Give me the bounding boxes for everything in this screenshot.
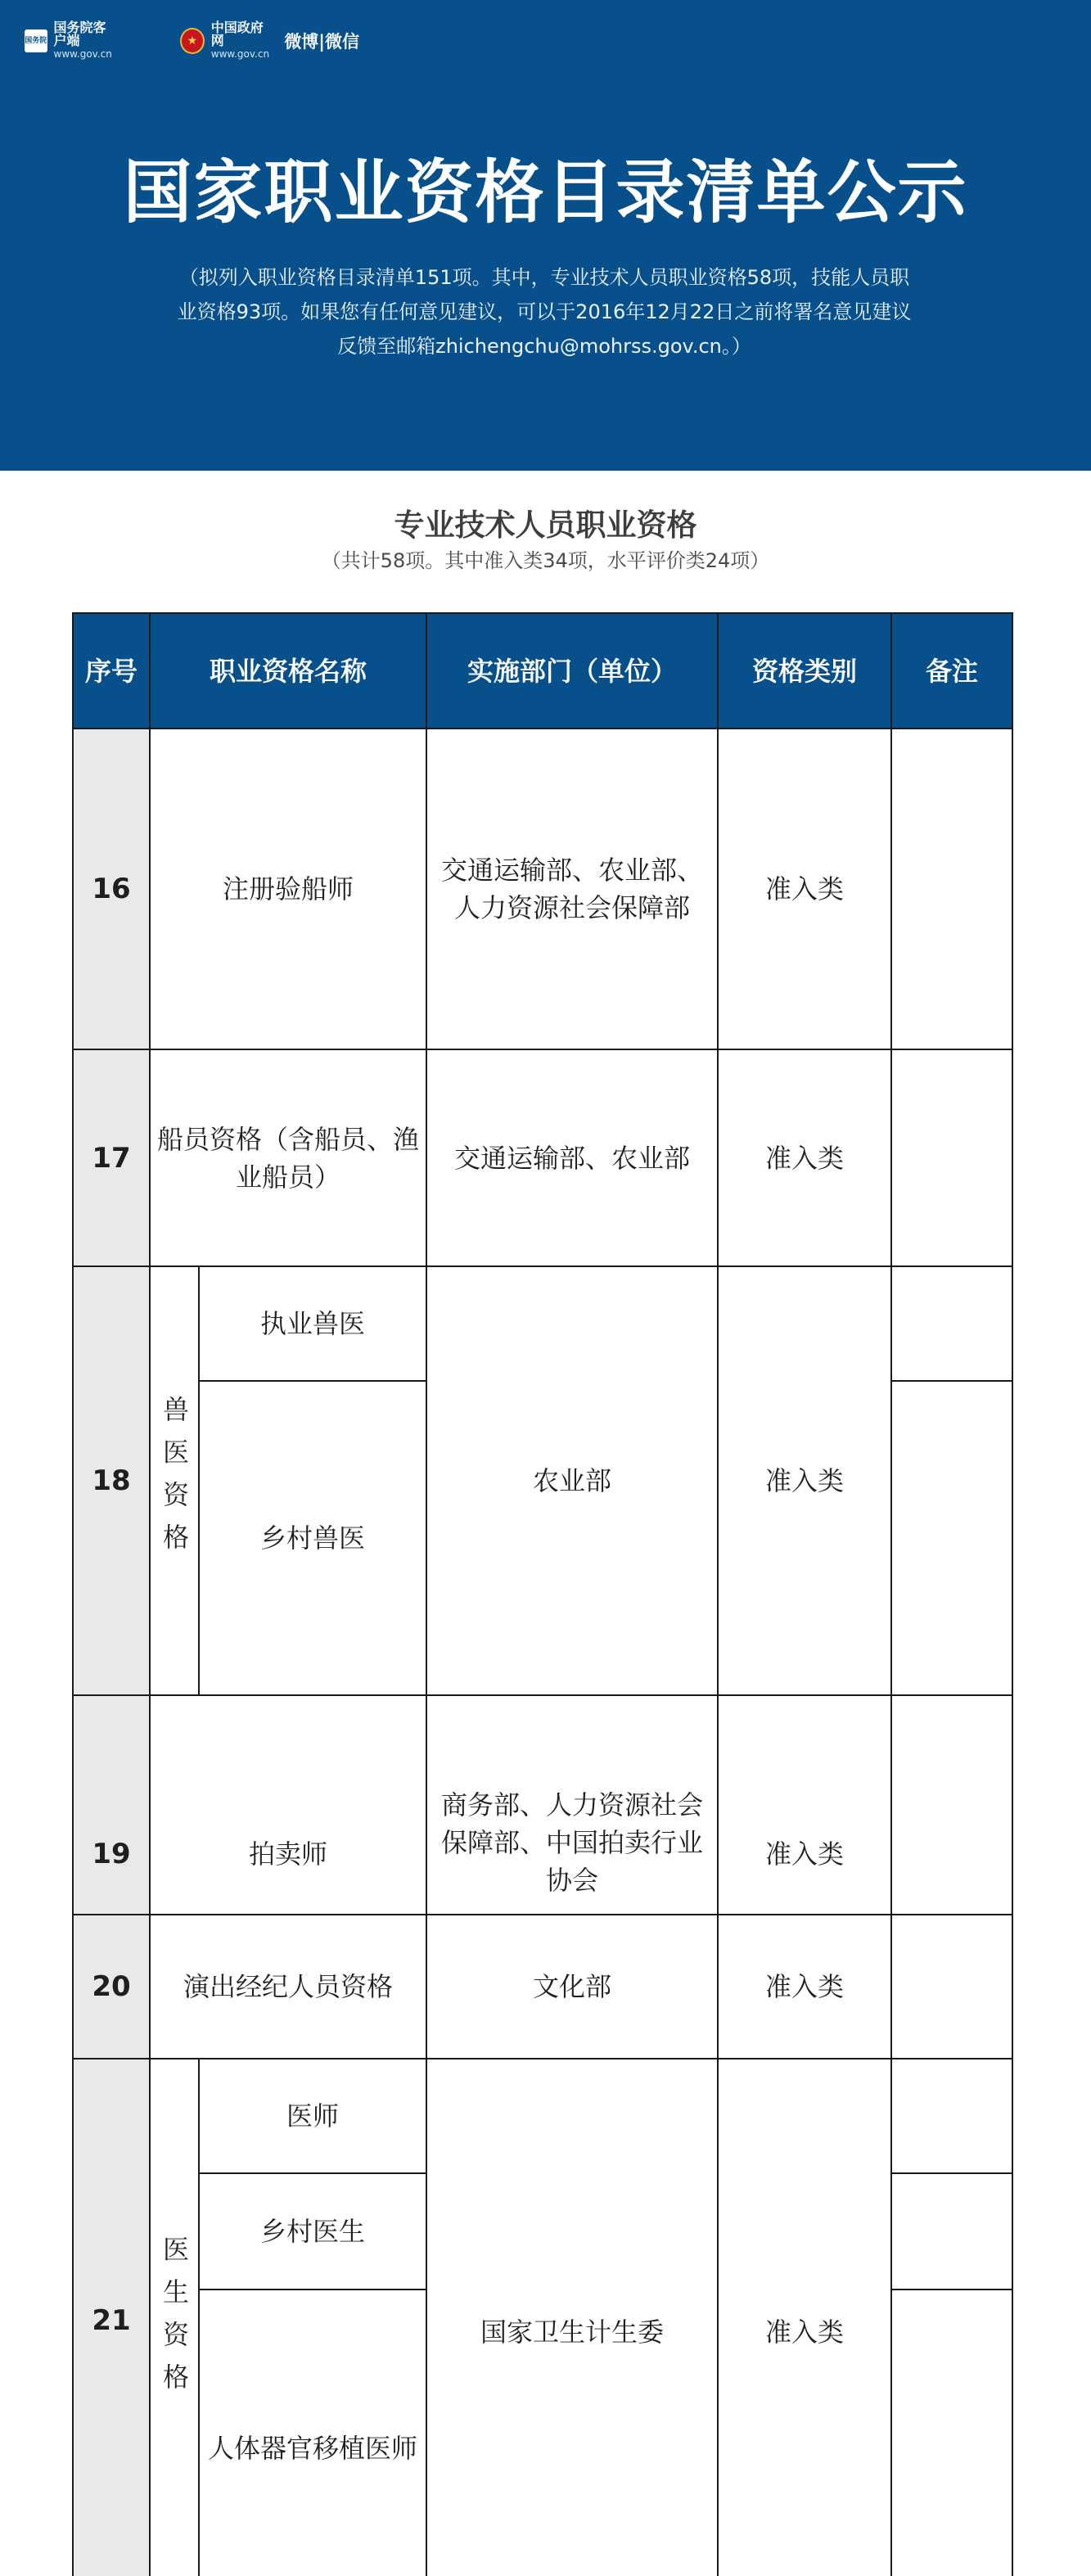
section-title: 专业技术人员职业资格 — [394, 508, 697, 543]
qualification-name: 注册验船师 — [151, 729, 427, 1050]
remark — [892, 2174, 1012, 2290]
remark — [892, 1382, 1012, 1696]
page-description: （拟列入职业资格目录清单151项。其中，专业技术人员职业资格58项，技能人员职业资格93项。如果您有任何意见建议，可以于2016年12月22日之前将署名意见建议反馈至邮箱zhichengchu@mohrss.gov.cn。） — [177, 266, 912, 358]
col-header-name: 职业资格名称 — [151, 614, 427, 729]
qualification-category: 准入类 — [719, 1915, 892, 2059]
qualification-category: 准入类 — [719, 1050, 892, 1267]
gov-cn-logo[interactable] — [180, 21, 359, 61]
state-council-icon: 国务院 — [25, 29, 47, 52]
remark — [892, 1915, 1012, 2059]
remark — [892, 1696, 1012, 1915]
sub-qualification: 乡村医生 — [200, 2174, 427, 2290]
page-title: 国家职业资格目录清单公示 — [123, 152, 968, 232]
row-number: 19 — [74, 1696, 151, 1915]
remark — [892, 2290, 1012, 2576]
sub-qualification: 执业兽医 — [200, 1267, 427, 1382]
logo2-name: 中国政府网 — [210, 20, 264, 48]
row-number: 21 — [74, 2059, 151, 2576]
row-number: 20 — [74, 1915, 151, 2059]
row-number: 17 — [74, 1050, 151, 1267]
logo2-url: www.gov.cn — [210, 48, 270, 60]
qualification-category: 准入类 — [719, 2059, 892, 2576]
implementing-dept: 商务部、人力资源社会保障部、中国拍卖行业协会 — [427, 1696, 719, 1915]
implementing-dept: 农业部 — [427, 1267, 719, 1696]
col-header-number: 序号 — [74, 614, 151, 729]
qualification-category: 准入类 — [719, 1696, 892, 1915]
qualification-category: 准入类 — [719, 729, 892, 1050]
header-banner — [0, 0, 1091, 471]
remark — [892, 1050, 1012, 1267]
logo1-name: 国务院客户端 — [53, 20, 106, 48]
logo1-url: www.gov.cn — [53, 48, 112, 60]
qualification-name: 拍卖师 — [151, 1696, 427, 1915]
sub-qualification: 人体器官移植医师 — [200, 2290, 427, 2576]
implementing-dept: 交通运输部、农业部、人力资源社会保障部 — [427, 729, 719, 1050]
sub-qualification: 乡村兽医 — [200, 1382, 427, 1696]
implementing-dept: 国家卫生计生委 — [427, 2059, 719, 2576]
qualification-category: 准入类 — [719, 1267, 892, 1696]
implementing-dept: 文化部 — [427, 1915, 719, 2059]
remark — [892, 1267, 1012, 1382]
col-header-category: 资格类别 — [719, 614, 892, 729]
row-number: 18 — [74, 1267, 151, 1696]
state-council-logo[interactable] — [25, 21, 117, 61]
qualification-table — [72, 612, 1013, 2576]
implementing-dept: 交通运输部、农业部 — [427, 1050, 719, 1267]
qualification-name: 演出经纪人员资格 — [151, 1915, 427, 2059]
remark — [892, 2059, 1012, 2174]
qualification-group: 兽医资格 — [151, 1267, 200, 1696]
social-links[interactable]: 微博|微信 — [284, 32, 359, 52]
qualification-name: 船员资格（含船员、渔业船员） — [151, 1050, 427, 1267]
section-subtitle: （共计58项。其中准入类34项，水平评价类24项） — [321, 549, 770, 572]
qualification-group: 医生资格 — [151, 2059, 200, 2576]
national-emblem-icon: ★ — [180, 28, 205, 54]
remark — [892, 729, 1012, 1050]
sub-qualification: 医师 — [200, 2059, 427, 2174]
col-header-remark: 备注 — [892, 614, 1012, 729]
col-header-dept: 实施部门（单位） — [427, 614, 719, 729]
row-number: 16 — [74, 729, 151, 1050]
